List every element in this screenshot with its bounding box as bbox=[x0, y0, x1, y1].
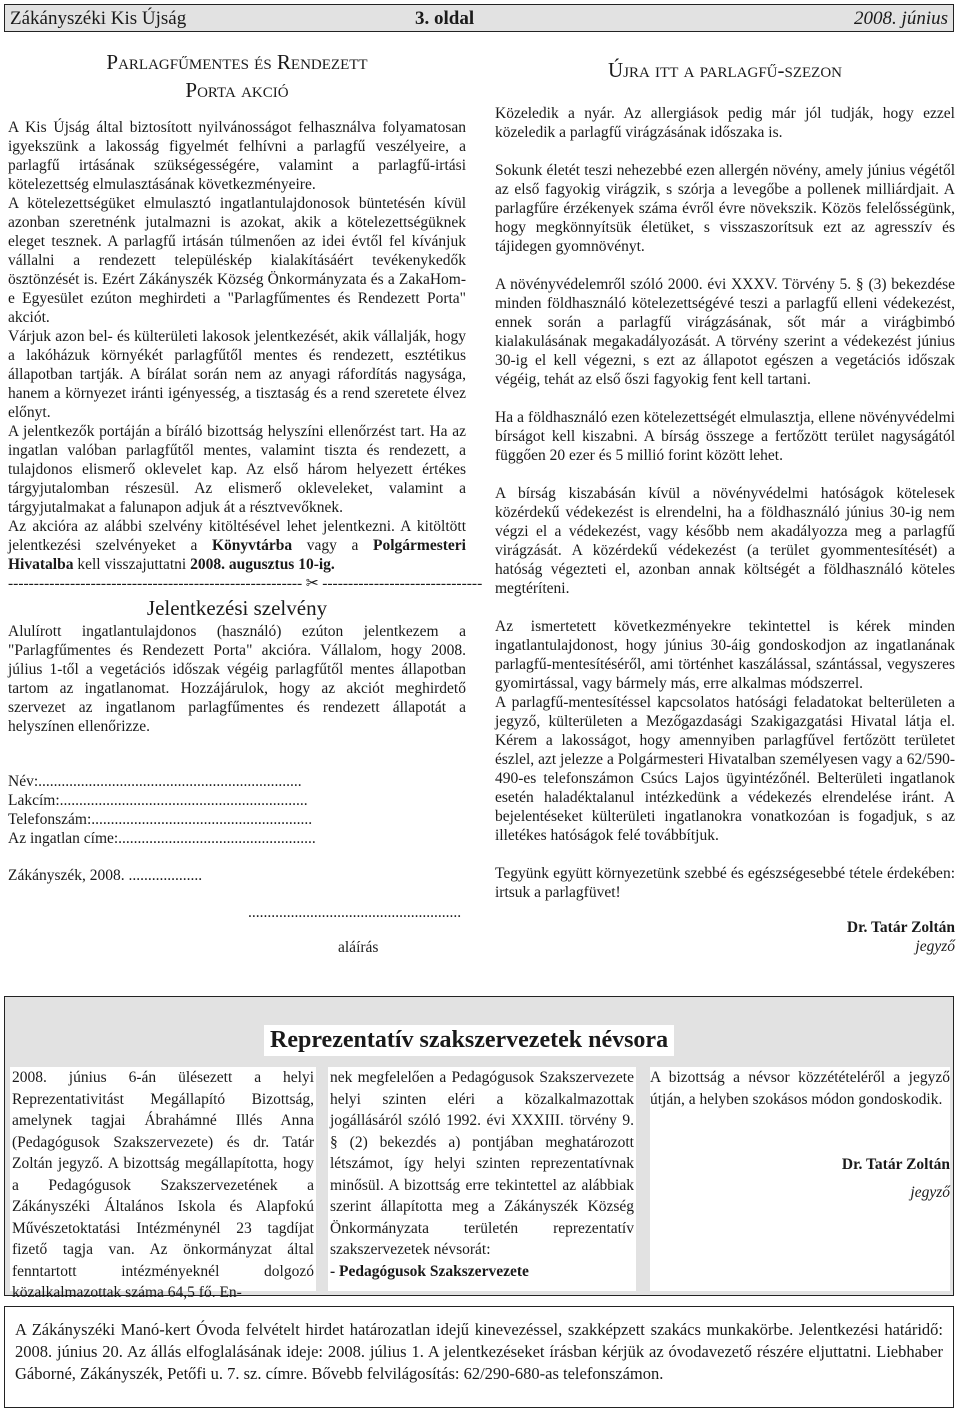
left-paragraph: A Kis Újság által biztosított nyilvánosságot felhasználva folyamatosan igyekszünk a lakosság figyelmét felhívni a parlagfű veszélyeire, a parlagfű irtásának szükségességére, valamint a parlagfű-irtási kötelezettség elmulasztásának következményeire. bbox=[8, 119, 466, 193]
left-article bbox=[8, 48, 483, 957]
phone-field[interactable]: Telefonszám:......................................................... bbox=[8, 811, 313, 828]
bottom-col-3: A bizottság a névsor közzétételéről a jegyző útján, a helyben szokásos módon gondoskodik. Dr. Tatár Zoltán jegyző bbox=[650, 1067, 950, 1291]
signature-label: aláírás bbox=[338, 939, 379, 956]
right-article-title: Újra itt a parlagfű-szezon bbox=[607, 58, 843, 82]
left-paragraph: A kötelezettségüket elmulasztó ingatlantulajdonosok büntetésén kívül azonban szeretnénk jutalmazni is azokat, akik a kötelezettségüknek eleget tesznek. A parlagfű irtásán túlmenően az idei évtől fel kívánjuk vállalni a rendezett településkép kialakításáért tevékenykedők ösztönzését is. Ezért Zákányszék Község Önkormányzata és a ZakaHom-e Egyesület ezúton meghirdeti a "Parlagfűmentes és Rendezett Porta" akciót. bbox=[8, 195, 466, 326]
notice-box bbox=[4, 1306, 954, 1408]
right-paragraph: A növényvédelemről szóló 2000. évi XXXV. Törvény 5. § (3) bekezdése minden földhasználó kötelezettségévé teszi a parlagfű elleni védekezést, ennek során a parlagfű virágzásának, sőt már a virágbimbó kialakulásának megakadályozását. A törvény szerint a védekezést június 30-ig el kell végezni, s ezt az állapotot egészen a vegetációs időszak végéig, tehát az első őszi fagyokig fent kell tartani. bbox=[495, 276, 955, 388]
right-paragraph: A bírság kiszabásán kívül a növényvédelmi hatóságok kötelesek közérdekű védekezést is elrendelni, ha a földhasználó június 30-ig nem végzi el a védekezést, vagy később nem akadályozza meg a parlagfű virágzását. A közérdekű védekezést (a terület gyommentesítését) a hatóság végezteti el, azonban annak költségét a földhasználó köteles megtéríteni. bbox=[495, 485, 955, 597]
left-paragraph: A jelentkezők portáján a bíráló bizottság helyszíni ellenőrzést tart. Ha az ingatlan valóban parlagfűtől mentes, valamint tiszta és rendezett, a tulajdonos elismerő oklevelet kap. Az első három helyezett értékes tárgyjutalomban részesül. Az elismerő okleveleket, valamint a tárgyjutalmakat a falunapon adjuk át a résztvevőknek. bbox=[8, 423, 466, 516]
coupon-title: Jelentkezési szelvény bbox=[146, 596, 328, 620]
bottom-col-2: nek megfelelően a Pedagógusok Szakszervezete helyi szinten eléri a közalkalmazottak jogállásáról szóló 1992. évi XXXIII. törvény 9. § (2) bekezdés a) pontjában meghatározott létszámot, így helyi szinten reprezentatívnak minősül. A bizottság erre tekintettel az alábbiak szerint állapította meg a Zákányszék Község Önkormányzata területén reprezentatív szakszervezetek névsorát: - Pedagógusok Szakszervezete bbox=[328, 1067, 636, 1291]
scissors-icon: ✂ bbox=[305, 575, 319, 592]
bottom-article-title: Reprezentatív szakszervezetek névsora bbox=[264, 1025, 674, 1056]
right-article bbox=[495, 56, 955, 956]
left-paragraph-submit: Az akcióra az alábbi szelvény kitöltésével lehet jelentkezni. A kitöltött jelentkezési szelvényeket a Könyvtárba vagy a Polgármesteri Hivatalba kell visszajuttatni 2008. augusztus 10-ig. bbox=[8, 518, 467, 573]
right-paragraph: A parlagfű-mentesítéssel kapcsolatos hatósági feladatokat belterületen a jegyző, külterületen a Mezőgazdasági Szakigazgatási Hivatal látja el. Kérem a lakosságot, hogy amennyiben parlagfűvel fertőzött területet észlel, azt jelezze a Polgármesteri Hivatalban személyesen vagy a 62/590-490-es telefonszámon Csúcs Lajos ügyintézőnél. Belterületi ingatlanok esetén haladéktalanul intézkedünk a védekezés elrendelése iránt. A bejelentéseket külterületi ingatlanokra vonatkozóan is fogadjuk, s az illetékes hatóságok felé továbbítjuk. bbox=[495, 694, 955, 844]
right-paragraph: Az ismertetett következményekre tekintettel is kérek minden ingatlantulajdonost, hogy június 30-áig gondoskodjon az ingatlanának parlagfű-mentesítéséről, ami történhet kaszálással, szántással, vegyszeres gyomirtással, vagy bármely más, erre alkalmas módszerrel. bbox=[495, 618, 955, 692]
bottom-signer: Dr. Tatár Zoltán bbox=[841, 1156, 950, 1173]
coupon-text: Alulírott ingatlantulajdonos (használó) ezúton jelentkezem a "Parlagfűmentes és Rendezett Porta" akcióra. Vállalom, hogy 2008. július 1-től a vegetációs időszak végéig parlagfűtől mentes állapotban tartom az ingatlanomat. Hozzájárulok, hogy az akciót meghirdető szervezet az ingatlanom parlagfűmentes és rendezett állapotát a helyszínen ellenőrizze. bbox=[8, 623, 466, 735]
property-address-field[interactable]: Az ingatlan címe:................................................... bbox=[8, 830, 316, 847]
right-signer-role: jegyző bbox=[915, 938, 955, 955]
date-line[interactable]: Zákányszék, 2008. ................... bbox=[8, 867, 203, 884]
right-paragraph: Ha a földhasználó ezen kötelezettségét elmulasztja, ellene növényvédelmi bírságot kell kiszabni. A bírság összege a fertőzött terület nagyságától függően 20 ezer és 5 millió forint között lehet. bbox=[495, 409, 955, 464]
cut-line: --------------------------------------------------------- ✂ ------------------------------- bbox=[8, 575, 483, 592]
page-number: 3. oldal bbox=[415, 8, 475, 29]
right-paragraph: Közeledik a nyár. Az allergiások pedig már jól tudják, hogy ezzel közeledik a parlagfű virágzásának időszaka is. bbox=[495, 105, 955, 141]
right-paragraph: Tegyünk együtt környezetünk szebbé és egészségesebbé tétele érdekében: irtsuk a parlagfüvet! bbox=[495, 865, 955, 901]
signature-line[interactable]: ....................................................... bbox=[248, 904, 462, 921]
right-signer: Dr. Tatár Zoltán bbox=[846, 919, 955, 936]
notice-text: A Zákányszéki Manó-kert Óvoda felvételt hirdet határozatlan idejű kinevezéssel, szakképzett szakács munkakörbe. Jelentkezési határidő: 2008. június 20. Az állás elfoglalásának ideje: 2008. július 1. A jelentkezéseket írásban kérjük az óvodavezető részére eljuttatni. Liebhaber Gáborné, Zákányszék, Petőfi u. 7. sz. címre. Bővebb felvilágosítás: 62/290-680-as telefonszámon. bbox=[15, 1320, 943, 1383]
issue-date: 2008. június bbox=[854, 8, 948, 29]
page-header bbox=[4, 4, 954, 32]
name-field[interactable]: Név:.................................................................... bbox=[8, 773, 302, 790]
left-article-title-2: Porta akció bbox=[185, 78, 289, 102]
left-paragraph: Várjuk azon bel- és külterületi lakosok jelentkezését, akik vállalják, hogy a lakóházuk környékét parlagfűtől mentes és rendezett, esztétikus állapotban tartják. A bírálat során nem az anyagi ráfordítás nagysága, hanem a környezet iránti igényesség, a tisztaság és a rend szeretete élvez előnyt. bbox=[8, 328, 466, 421]
right-paragraph: Sokunk életét teszi nehezebbé ezen allergén növény, amely június végétől az első fagyokig virágzik, s szórja a levegőbe a pollenek milliárdjait. A parlagfűre érzékenyek száma évről évre növekszik. Közös felelősségünk, hogy megkönnyítsük életüket, s visszaszorítsuk ezt az agresszív és tájidegen gyomnövényt. bbox=[495, 162, 955, 255]
left-article-title-1: Parlagfűmentes és Rendezett bbox=[106, 50, 368, 74]
bottom-signer-role: jegyző bbox=[910, 1183, 950, 1201]
newspaper-name: Zákányszéki Kis Újság bbox=[10, 8, 187, 29]
address-field[interactable]: Lakcím:................................................................ bbox=[8, 792, 308, 809]
bottom-col-1: 2008. június 6-án ülésezett a helyi Reprezentativitást Megállapító Bizottság, amelynek tagjai Ábrahámné Illés Anna (Pedagógusok Szakszervezete) és dr. Tatár Zoltán jegyző. A bizottság megállapította, hogy a Pedagógusok Szakszervezetének a Zákányszéki Általános Iskola és Alapfokú Művészetoktatási Intézménynél 23 tagdíjat fizető tagja van. Az önkormányzat által fenntartott intézményeknél dolgozó közalkalmazottak száma 64,5 fő. En- bbox=[12, 1069, 314, 1301]
